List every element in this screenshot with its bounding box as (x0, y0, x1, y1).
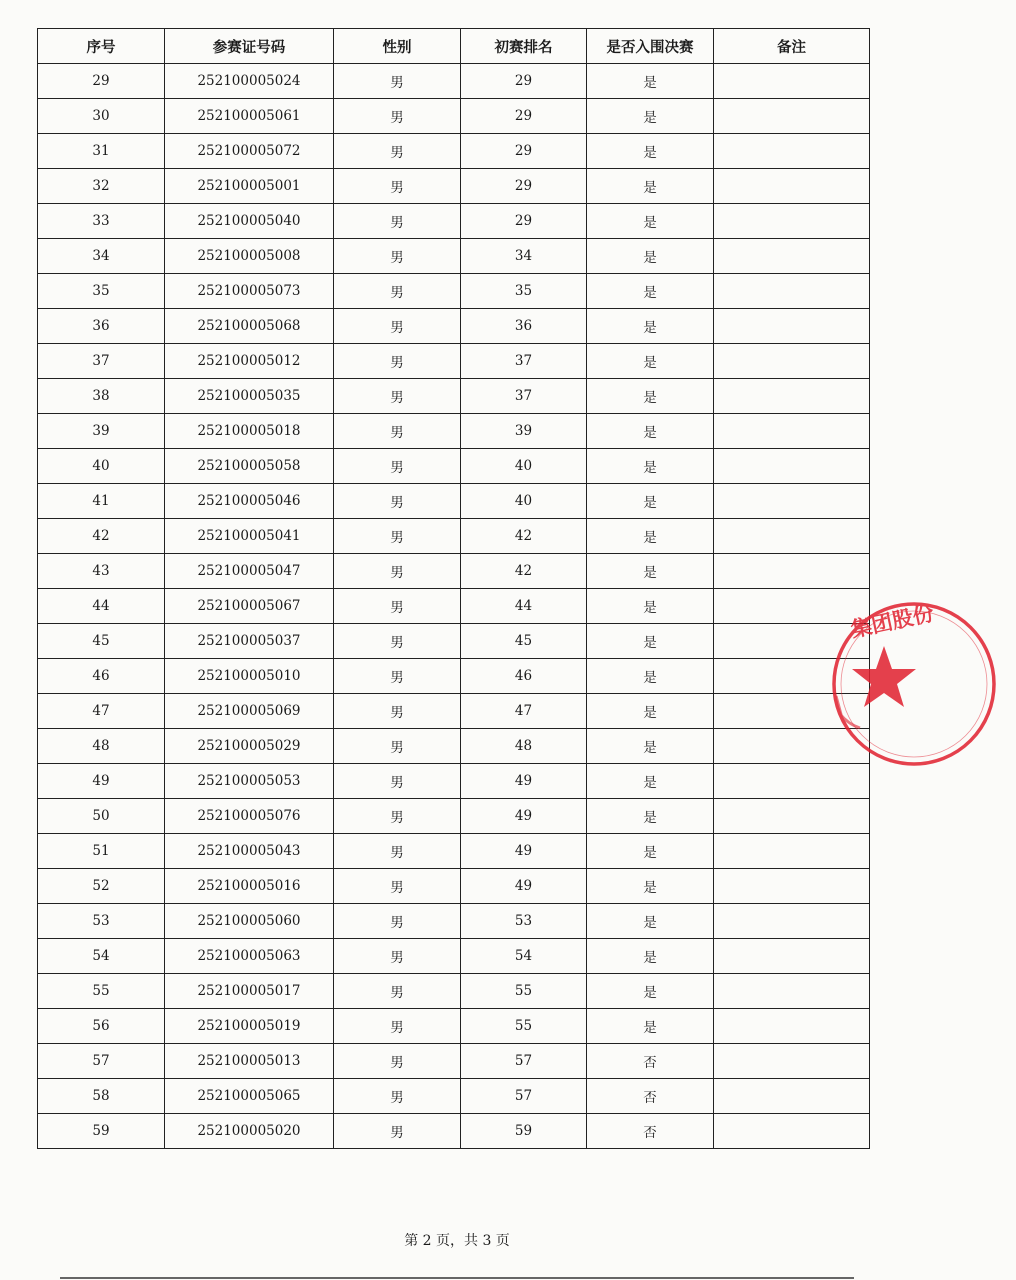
rank-cell: 42 (461, 519, 587, 554)
gender-cell: 男 (334, 99, 461, 134)
gender-cell: 男 (334, 344, 461, 379)
rank-cell: 39 (461, 414, 587, 449)
serial-cell: 44 (38, 589, 165, 624)
entry-number-cell: 252100005065 (165, 1079, 334, 1114)
table-row (38, 414, 870, 449)
table-row (38, 694, 870, 729)
header-prelim-rank: 初赛排名 (461, 29, 587, 64)
remarks-cell (714, 799, 870, 834)
header-finalist: 是否入围决赛 (587, 29, 714, 64)
entry-number-cell: 252100005058 (165, 449, 334, 484)
seal-text-fragment (836, 696, 860, 728)
gender-cell: 男 (334, 869, 461, 904)
serial-cell: 43 (38, 554, 165, 589)
serial-cell: 35 (38, 274, 165, 309)
remarks-cell (714, 939, 870, 974)
gender-cell: 男 (334, 834, 461, 869)
entry-number-cell: 252100005073 (165, 274, 334, 309)
rank-cell: 45 (461, 624, 587, 659)
header-entry-number: 参赛证号码 (165, 29, 334, 64)
serial-cell: 33 (38, 204, 165, 239)
finalist-cell: 是 (587, 554, 714, 589)
table-row (38, 834, 870, 869)
gender-cell: 男 (334, 449, 461, 484)
rank-cell: 49 (461, 834, 587, 869)
serial-cell: 54 (38, 939, 165, 974)
finalist-cell: 是 (587, 519, 714, 554)
entry-number-cell: 252100005008 (165, 239, 334, 274)
table-row (38, 274, 870, 309)
table-row (38, 869, 870, 904)
remarks-cell (714, 869, 870, 904)
rank-cell: 29 (461, 64, 587, 99)
table-row (38, 554, 870, 589)
table-row (38, 799, 870, 834)
gender-cell: 男 (334, 589, 461, 624)
entry-number-cell: 252100005076 (165, 799, 334, 834)
header-remarks: 备注 (714, 29, 870, 64)
table-row (38, 169, 870, 204)
entry-number-cell: 252100005043 (165, 834, 334, 869)
entry-number-cell: 252100005001 (165, 169, 334, 204)
serial-cell: 55 (38, 974, 165, 1009)
rank-cell: 40 (461, 484, 587, 519)
entry-number-cell: 252100005018 (165, 414, 334, 449)
table-row (38, 239, 870, 274)
header-row (38, 29, 870, 64)
rank-cell: 49 (461, 869, 587, 904)
table-row (38, 379, 870, 414)
gender-cell: 男 (334, 974, 461, 1009)
serial-cell: 42 (38, 519, 165, 554)
rank-cell: 42 (461, 554, 587, 589)
serial-cell: 45 (38, 624, 165, 659)
finalist-cell: 是 (587, 449, 714, 484)
entry-number-cell: 252100005041 (165, 519, 334, 554)
table-row (38, 519, 870, 554)
finalist-cell: 是 (587, 939, 714, 974)
header-gender: 性别 (334, 29, 461, 64)
serial-cell: 40 (38, 449, 165, 484)
entry-number-cell: 252100005068 (165, 309, 334, 344)
entry-number-cell: 252100005020 (165, 1114, 334, 1149)
finalist-cell: 是 (587, 834, 714, 869)
serial-cell: 47 (38, 694, 165, 729)
table-row (38, 729, 870, 764)
table-row (38, 589, 870, 624)
serial-cell: 53 (38, 904, 165, 939)
gender-cell: 男 (334, 239, 461, 274)
gender-cell: 男 (334, 309, 461, 344)
finalist-cell: 是 (587, 659, 714, 694)
table-row (38, 309, 870, 344)
finalist-cell: 是 (587, 484, 714, 519)
finalist-cell: 否 (587, 1079, 714, 1114)
remarks-cell (714, 1044, 870, 1079)
remarks-cell (714, 834, 870, 869)
serial-cell: 49 (38, 764, 165, 799)
remarks-cell (714, 204, 870, 239)
entry-number-cell: 252100005053 (165, 764, 334, 799)
gender-cell: 男 (334, 694, 461, 729)
serial-cell: 46 (38, 659, 165, 694)
remarks-cell (714, 169, 870, 204)
entry-number-cell: 252100005060 (165, 904, 334, 939)
entry-number-cell: 252100005017 (165, 974, 334, 1009)
finalist-cell: 是 (587, 764, 714, 799)
remarks-cell (714, 309, 870, 344)
rank-cell: 37 (461, 379, 587, 414)
gender-cell: 男 (334, 1044, 461, 1079)
serial-cell: 29 (38, 64, 165, 99)
entry-number-cell: 252100005047 (165, 554, 334, 589)
rank-cell: 53 (461, 904, 587, 939)
table-row (38, 1044, 870, 1079)
gender-cell: 男 (334, 134, 461, 169)
remarks-cell (714, 379, 870, 414)
serial-cell: 52 (38, 869, 165, 904)
rank-cell: 47 (461, 694, 587, 729)
rank-cell: 59 (461, 1114, 587, 1149)
entry-number-cell: 252100005035 (165, 379, 334, 414)
rank-cell: 46 (461, 659, 587, 694)
gender-cell: 男 (334, 764, 461, 799)
rank-cell: 49 (461, 799, 587, 834)
star-icon (852, 646, 916, 707)
remarks-cell (714, 449, 870, 484)
gender-cell: 男 (334, 659, 461, 694)
gender-cell: 男 (334, 904, 461, 939)
table-row (38, 1009, 870, 1044)
table-row (38, 99, 870, 134)
finalist-cell: 是 (587, 624, 714, 659)
finalist-cell: 是 (587, 309, 714, 344)
table-row (38, 449, 870, 484)
finalist-cell: 是 (587, 869, 714, 904)
remarks-cell (714, 274, 870, 309)
remarks-cell (714, 1114, 870, 1149)
gender-cell: 男 (334, 519, 461, 554)
finalist-cell: 是 (587, 694, 714, 729)
remarks-cell (714, 519, 870, 554)
serial-cell: 59 (38, 1114, 165, 1149)
table-row (38, 64, 870, 99)
finalist-cell: 是 (587, 414, 714, 449)
entry-number-cell: 252100005069 (165, 694, 334, 729)
remarks-cell (714, 1009, 870, 1044)
gender-cell: 男 (334, 1114, 461, 1149)
entry-number-cell: 252100005072 (165, 134, 334, 169)
rank-cell: 34 (461, 239, 587, 274)
table-header (38, 29, 870, 64)
remarks-cell (714, 554, 870, 589)
serial-cell: 57 (38, 1044, 165, 1079)
remarks-cell (714, 239, 870, 274)
remarks-cell (714, 64, 870, 99)
entry-number-cell: 252100005037 (165, 624, 334, 659)
serial-cell: 41 (38, 484, 165, 519)
finalist-cell: 是 (587, 974, 714, 1009)
rank-cell: 29 (461, 134, 587, 169)
rank-cell: 35 (461, 274, 587, 309)
remarks-cell (714, 484, 870, 519)
serial-cell: 34 (38, 239, 165, 274)
serial-cell: 37 (38, 344, 165, 379)
table-row (38, 1079, 870, 1114)
remarks-cell (714, 99, 870, 134)
remarks-cell (714, 974, 870, 1009)
official-seal (826, 596, 1016, 771)
page-bottom-edge (60, 1277, 854, 1279)
gender-cell: 男 (334, 1009, 461, 1044)
rank-cell: 37 (461, 344, 587, 379)
seal-text: 集团股份 (848, 600, 936, 642)
gender-cell: 男 (334, 729, 461, 764)
gender-cell: 男 (334, 379, 461, 414)
rank-cell: 57 (461, 1079, 587, 1114)
rank-cell: 29 (461, 99, 587, 134)
entry-number-cell: 252100005067 (165, 589, 334, 624)
rank-cell: 55 (461, 1009, 587, 1044)
table-row (38, 204, 870, 239)
finalist-cell: 是 (587, 799, 714, 834)
table-body (38, 64, 870, 1149)
finalist-cell: 是 (587, 64, 714, 99)
entry-number-cell: 252100005040 (165, 204, 334, 239)
finalist-cell: 是 (587, 589, 714, 624)
finalist-cell: 否 (587, 1114, 714, 1149)
gender-cell: 男 (334, 554, 461, 589)
finalist-cell: 是 (587, 99, 714, 134)
serial-cell: 38 (38, 379, 165, 414)
results-table (37, 28, 870, 1149)
remarks-cell (714, 134, 870, 169)
entry-number-cell: 252100005063 (165, 939, 334, 974)
serial-cell: 32 (38, 169, 165, 204)
entry-number-cell: 252100005019 (165, 1009, 334, 1044)
table-row (38, 974, 870, 1009)
table-row (38, 939, 870, 974)
rank-cell: 40 (461, 449, 587, 484)
gender-cell: 男 (334, 624, 461, 659)
entry-number-cell: 252100005024 (165, 64, 334, 99)
finalist-cell: 是 (587, 904, 714, 939)
gender-cell: 男 (334, 484, 461, 519)
entry-number-cell: 252100005012 (165, 344, 334, 379)
table-row (38, 344, 870, 379)
entry-number-cell: 252100005061 (165, 99, 334, 134)
remarks-cell (714, 1079, 870, 1114)
gender-cell: 男 (334, 939, 461, 974)
finalist-cell: 是 (587, 204, 714, 239)
finalist-cell: 是 (587, 239, 714, 274)
gender-cell: 男 (334, 274, 461, 309)
remarks-cell (714, 344, 870, 379)
table-row (38, 659, 870, 694)
entry-number-cell: 252100005010 (165, 659, 334, 694)
rank-cell: 29 (461, 204, 587, 239)
rank-cell: 55 (461, 974, 587, 1009)
remarks-cell (714, 904, 870, 939)
serial-cell: 58 (38, 1079, 165, 1114)
entry-number-cell: 252100005029 (165, 729, 334, 764)
entry-number-cell: 252100005013 (165, 1044, 334, 1079)
entry-number-cell: 252100005046 (165, 484, 334, 519)
finalist-cell: 是 (587, 729, 714, 764)
serial-cell: 31 (38, 134, 165, 169)
serial-cell: 50 (38, 799, 165, 834)
remarks-cell (714, 414, 870, 449)
finalist-cell: 是 (587, 169, 714, 204)
finalist-cell: 是 (587, 379, 714, 414)
table-row (38, 484, 870, 519)
rank-cell: 49 (461, 764, 587, 799)
gender-cell: 男 (334, 204, 461, 239)
gender-cell: 男 (334, 1079, 461, 1114)
header-serial: 序号 (38, 29, 165, 64)
finalist-cell: 是 (587, 344, 714, 379)
serial-cell: 39 (38, 414, 165, 449)
rank-cell: 36 (461, 309, 587, 344)
serial-cell: 30 (38, 99, 165, 134)
rank-cell: 29 (461, 169, 587, 204)
gender-cell: 男 (334, 169, 461, 204)
finalist-cell: 是 (587, 1009, 714, 1044)
gender-cell: 男 (334, 64, 461, 99)
serial-cell: 56 (38, 1009, 165, 1044)
finalist-cell: 是 (587, 274, 714, 309)
table-row (38, 134, 870, 169)
entry-number-cell: 252100005016 (165, 869, 334, 904)
table-row (38, 624, 870, 659)
gender-cell: 男 (334, 414, 461, 449)
rank-cell: 48 (461, 729, 587, 764)
table-row (38, 904, 870, 939)
finalist-cell: 是 (587, 134, 714, 169)
serial-cell: 36 (38, 309, 165, 344)
table-row (38, 1114, 870, 1149)
finalist-cell: 否 (587, 1044, 714, 1079)
rank-cell: 54 (461, 939, 587, 974)
rank-cell: 57 (461, 1044, 587, 1079)
serial-cell: 48 (38, 729, 165, 764)
table-row (38, 764, 870, 799)
gender-cell: 男 (334, 799, 461, 834)
rank-cell: 44 (461, 589, 587, 624)
page-footer: 第 2 页，共 3 页 (404, 1233, 510, 1249)
serial-cell: 51 (38, 834, 165, 869)
